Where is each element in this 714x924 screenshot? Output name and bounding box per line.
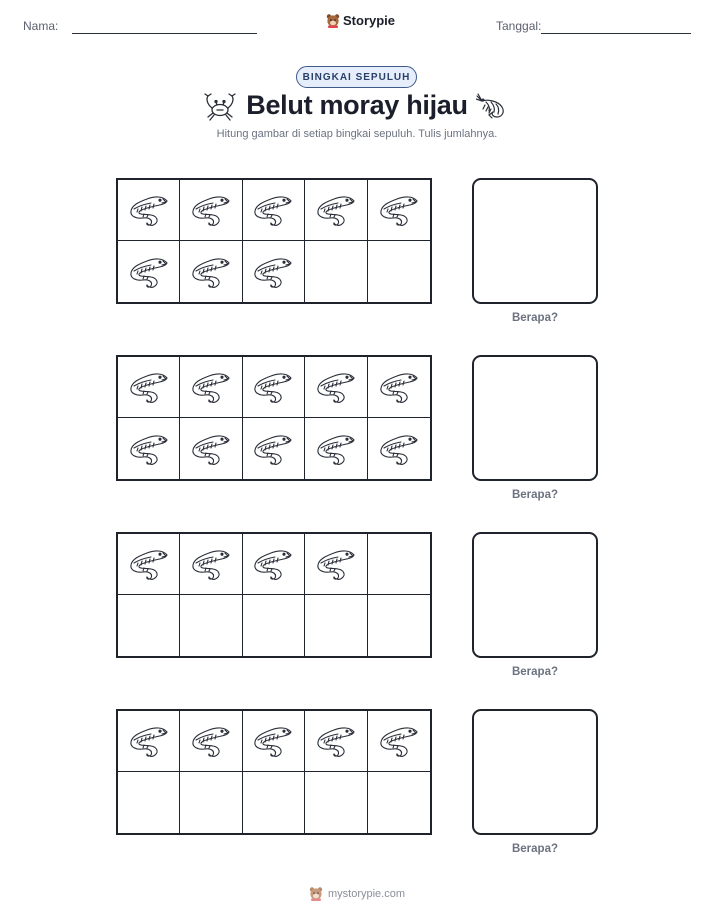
frame-cell bbox=[180, 357, 242, 418]
frame-cell bbox=[305, 534, 367, 595]
footer bbox=[0, 886, 714, 901]
frame-cell bbox=[180, 772, 242, 833]
frame-cell bbox=[305, 357, 367, 418]
frame-cell bbox=[368, 357, 430, 418]
ten-frame-1 bbox=[116, 178, 432, 304]
name-label: Nama: bbox=[23, 19, 59, 33]
answer-box-3[interactable] bbox=[472, 532, 598, 658]
frame-cell bbox=[243, 241, 305, 302]
moray-eel-icon bbox=[377, 431, 421, 467]
moray-eel-icon bbox=[314, 369, 358, 405]
answer-box-1[interactable] bbox=[472, 178, 598, 304]
frame-cell bbox=[118, 241, 180, 302]
frame-cell bbox=[243, 357, 305, 418]
moray-eel-icon bbox=[314, 192, 358, 228]
moray-eel-icon bbox=[251, 369, 295, 405]
ten-frame-4 bbox=[116, 709, 432, 835]
moray-eel-icon bbox=[314, 431, 358, 467]
moray-eel-icon bbox=[377, 723, 421, 759]
frame-cell bbox=[305, 241, 367, 302]
question-label-2: Berapa? bbox=[511, 489, 559, 501]
question-label-3: Berapa? bbox=[511, 666, 559, 678]
moray-eel-icon bbox=[127, 431, 171, 467]
moray-eel-icon bbox=[377, 369, 421, 405]
worksheet-type-badge: BINGKAI SEPULUH bbox=[296, 66, 417, 88]
frame-cell bbox=[368, 595, 430, 656]
frame-cell bbox=[368, 180, 430, 241]
moray-eel-icon bbox=[377, 192, 421, 228]
ten-frame-2 bbox=[116, 355, 432, 481]
frame-cell bbox=[180, 241, 242, 302]
answer-box-2[interactable] bbox=[472, 355, 598, 481]
bear-mascot-icon bbox=[326, 13, 340, 28]
moray-eel-icon bbox=[127, 369, 171, 405]
instructions: Hitung gambar di setiap bingkai sepuluh. Tulis jumlahnya. bbox=[216, 128, 498, 140]
date-line[interactable] bbox=[541, 33, 691, 34]
frame-cell bbox=[180, 418, 242, 479]
footer-url: mystorypie.com bbox=[327, 887, 406, 900]
frame-cell bbox=[243, 418, 305, 479]
moray-eel-icon bbox=[127, 723, 171, 759]
frame-cell bbox=[118, 595, 180, 656]
moray-eel-icon bbox=[189, 254, 233, 290]
frame-cell bbox=[243, 534, 305, 595]
moray-eel-icon bbox=[127, 254, 171, 290]
frame-cell bbox=[305, 711, 367, 772]
moray-eel-icon bbox=[251, 723, 295, 759]
frame-cell bbox=[180, 180, 242, 241]
bear-mascot-icon bbox=[309, 886, 323, 901]
moray-eel-icon bbox=[251, 546, 295, 582]
moray-eel-icon bbox=[251, 431, 295, 467]
moray-eel-icon bbox=[189, 369, 233, 405]
moray-eel-icon bbox=[251, 192, 295, 228]
frame-cell bbox=[180, 534, 242, 595]
ten-frame-3 bbox=[116, 532, 432, 658]
moray-eel-icon bbox=[189, 431, 233, 467]
frame-cell bbox=[368, 241, 430, 302]
frame-cell bbox=[368, 418, 430, 479]
frame-cell bbox=[118, 357, 180, 418]
frame-cell bbox=[305, 418, 367, 479]
frame-cell bbox=[368, 534, 430, 595]
moray-eel-icon bbox=[314, 723, 358, 759]
moray-eel-icon bbox=[189, 546, 233, 582]
moray-eel-icon bbox=[189, 192, 233, 228]
moray-eel-icon bbox=[127, 546, 171, 582]
frame-cell bbox=[118, 418, 180, 479]
frame-cell bbox=[118, 534, 180, 595]
frame-cell bbox=[243, 595, 305, 656]
frame-cell bbox=[118, 772, 180, 833]
frame-cell bbox=[368, 772, 430, 833]
frame-cell bbox=[305, 595, 367, 656]
frame-cell bbox=[118, 180, 180, 241]
name-line[interactable] bbox=[72, 33, 257, 34]
moray-eel-icon bbox=[127, 192, 171, 228]
shrimp-icon bbox=[476, 93, 510, 121]
brand-name: Storypie bbox=[343, 13, 396, 28]
frame-cell bbox=[305, 180, 367, 241]
frame-cell bbox=[243, 772, 305, 833]
date-label: Tanggal: bbox=[496, 19, 542, 33]
moray-eel-icon bbox=[314, 546, 358, 582]
moray-eel-icon bbox=[189, 723, 233, 759]
moray-eel-icon bbox=[251, 254, 295, 290]
frame-cell bbox=[368, 711, 430, 772]
frame-cell bbox=[180, 711, 242, 772]
frame-cell bbox=[180, 595, 242, 656]
frame-cell bbox=[305, 772, 367, 833]
frame-cell bbox=[118, 711, 180, 772]
page-title: Belut moray hijau bbox=[246, 90, 468, 120]
frame-cell bbox=[243, 180, 305, 241]
frame-cell bbox=[243, 711, 305, 772]
question-label-1: Berapa? bbox=[511, 312, 559, 324]
brand-logo bbox=[326, 13, 395, 28]
question-label-4: Berapa? bbox=[511, 843, 559, 855]
answer-box-4[interactable] bbox=[472, 709, 598, 835]
